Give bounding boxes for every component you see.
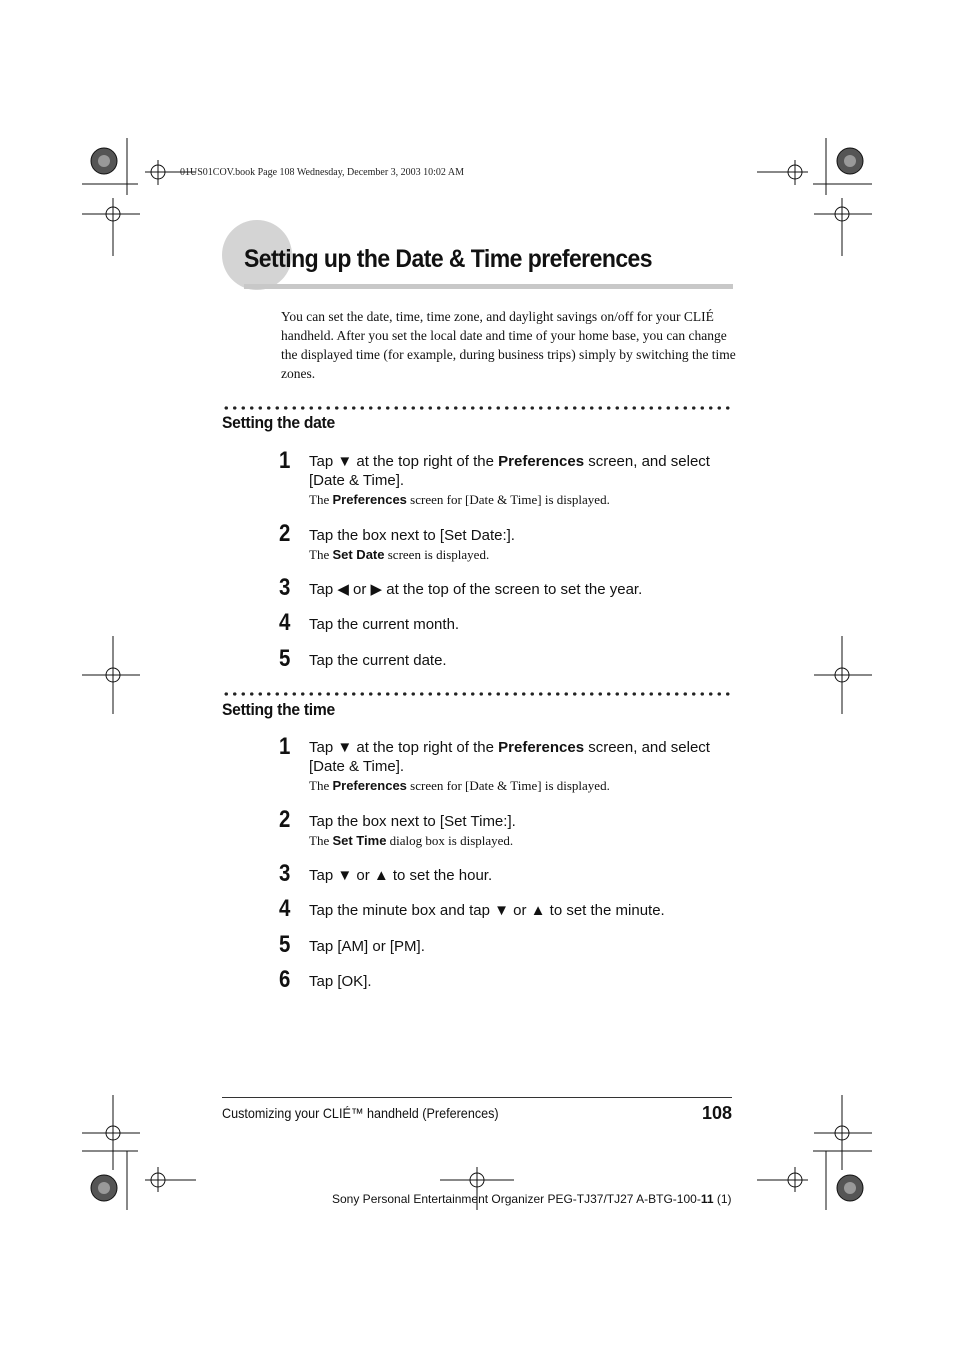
dotted-divider [222,692,732,696]
section-heading-time: Setting the time [222,700,335,719]
title-underline [244,284,733,289]
step-number: 6 [279,966,291,993]
step-number: 4 [279,609,291,636]
step-number: 3 [279,860,291,887]
step-text: Tap the current date. [309,652,447,669]
step-text: Tap ▼ or ▲ to set the hour. [309,867,493,884]
footer-rule [222,1097,732,1098]
step-number: 4 [279,895,291,922]
step-text: Tap [AM] or [PM]. [309,938,425,955]
step-note: The Set Date screen is displayed. [309,547,490,562]
step-text: Tap the minute box and tap ▼ or ▲ to set the minute. [309,902,665,919]
step-note: The Preferences screen for [Date & Time] is displayed. [309,778,610,793]
step-text: Tap ▼ at the top right of the Preferences screen, and select [Date & Time]. [309,739,710,775]
step-number: 1 [279,733,291,760]
footer-chapter: Customizing your CLIÉ™ handheld (Preferences) [222,1105,499,1121]
step-note: The Preferences screen for [Date & Time] is displayed. [309,492,610,507]
step-text: Tap [OK]. [309,973,372,990]
dotted-divider [222,406,732,410]
step-text: Tap the box next to [Set Time:]. [309,813,516,830]
step-number: 2 [279,806,291,833]
page-title: Setting up the Date & Time preferences [244,245,653,273]
step-text: Tap ▼ at the top right of the Preferences screen, and select [Date & Time]. [309,453,710,489]
step-text: Tap the box next to [Set Date:]. [309,527,515,544]
step-number: 1 [279,447,291,474]
step-text: Tap ◀ or ▶ at the top of the screen to set the year. [309,581,643,598]
step-number: 2 [279,520,291,547]
step-number: 5 [279,645,291,672]
intro-paragraph: You can set the date, time, time zone, and daylight savings on/off for your CLIÉ handheld. After you set the local date and time of your home base, you can change the displayed time (for example, during business trips) simply by switching the time zones. [281,309,736,381]
step-note: The Set Time dialog box is displayed. [309,833,514,848]
step-number: 5 [279,931,291,958]
step-number: 3 [279,574,291,601]
step-text: Tap the current month. [309,616,460,633]
section-heading-date: Setting the date [222,413,335,432]
page-number: 108 [701,1103,732,1123]
print-header: 01US01COV.book Page 108 Wednesday, December 3, 2003 10:02 AM [180,167,464,178]
print-footer: Sony Personal Entertainment Organizer PEG-TJ37/TJ27 A-BTG-100-11 (1) [332,1192,732,1206]
